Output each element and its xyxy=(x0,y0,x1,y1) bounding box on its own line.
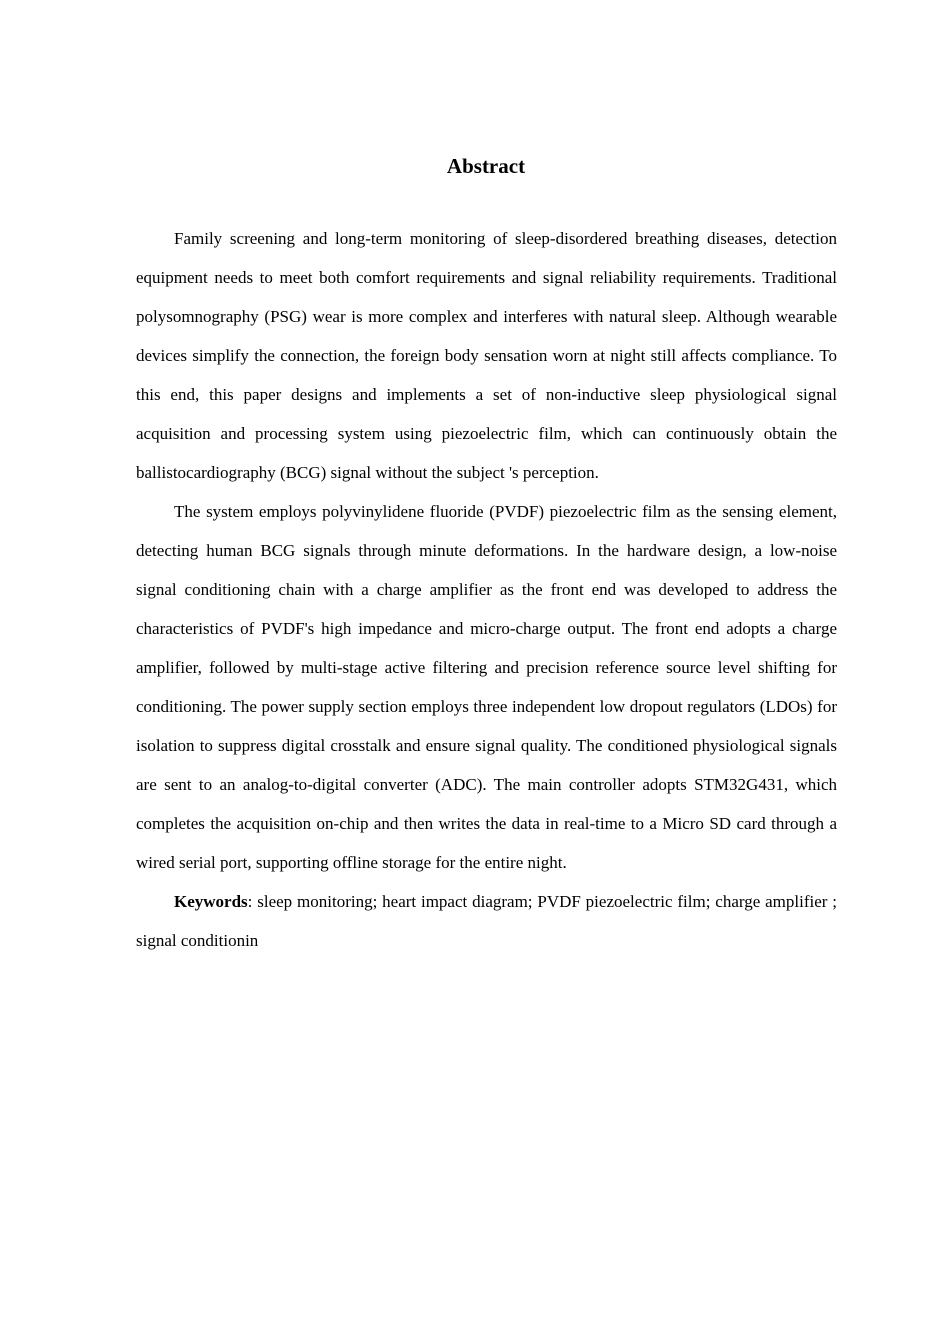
abstract-paragraph-2: The system employs polyvinylidene fluoride (PVDF) piezoelectric film as the sensing element, detecting human BCG signals through minute deformations. In the hardware design, a low-noise signal conditioning chain with a charge amplifier as the front end was developed to address the characteristics of PVDF's high impedance and micro-charge output. The front end adopts a charge amplifier, followed by multi-stage active filtering and precision reference source level shifting for conditioning. The power supply section employs three independent low dropout regulators (LDOs) for isolation to suppress digital crosstalk and ensure signal quality. The conditioned physiological signals are sent to an analog-to-digital converter (ADC). The main controller adopts STM32G431, which completes the acquisition on-chip and then writes the data in real-time to a Micro SD card through a wired serial port, supporting offline storage for the entire night. xyxy=(136,502,837,872)
abstract-body xyxy=(136,219,837,960)
abstract-title: Abstract xyxy=(446,154,526,178)
abstract-paragraph-1: Family screening and long-term monitoring of sleep-disordered breathing diseases, detection equipment needs to meet both comfort requirements and signal reliability requirements. Traditional polysomnography (PSG) wear is more complex and interferes with natural sleep. Although wearable devices simplify the connection, the foreign body sensation worn at night still affects compliance. To this end, this paper designs and implements a set of non-inductive sleep physiological signal acquisition and processing system using piezoelectric film, which can continuously obtain the ballistocardiography (BCG) signal without the subject 's perception. xyxy=(136,229,837,482)
keywords-paragraph xyxy=(136,882,837,960)
keywords-text: : sleep monitoring; heart impact diagram; PVDF piezoelectric film; charge amplifier ; signal conditionin xyxy=(136,892,837,950)
keywords-label: Keywords xyxy=(174,892,248,911)
